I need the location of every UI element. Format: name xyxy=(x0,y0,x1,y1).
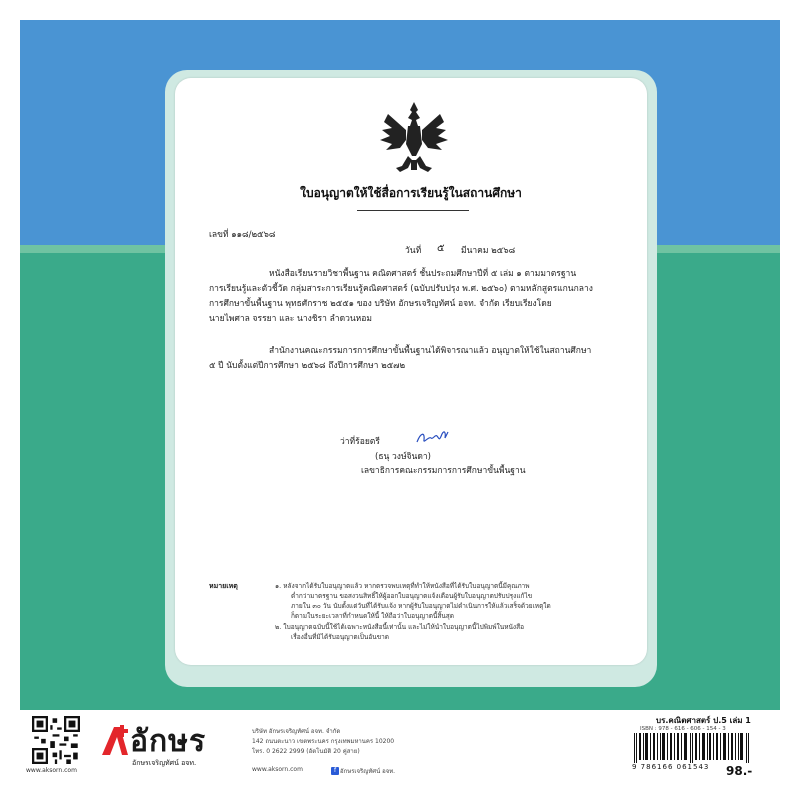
paragraph1-line3: การศึกษาขั้นพื้นฐาน พุทธศักราช ๒๕๕๑ ของ บริษัท อักษรเจริญทัศน์ อจท. จำกัด เรียบเรียงโดย xyxy=(209,299,552,309)
isbn-number: 9 786166 061543 xyxy=(632,763,710,771)
date-label: วันที่ xyxy=(405,246,422,256)
signer-name: (ธนุ วงษ์จินดา) xyxy=(375,452,431,462)
qr-code-icon xyxy=(32,716,80,764)
date-month-year: มีนาคม ๒๕๖๘ xyxy=(461,246,516,256)
paragraph1-line1: หนังสือเรียนรายวิชาพื้นฐาน คณิตศาสตร์ ชั้นประถมศึกษาปีที่ ๕ เล่ม ๑ ตามมาตรฐาน xyxy=(269,269,577,279)
paragraph2-line2: ๕ ปี นับตั้งแต่ปีการศึกษา ๒๕๖๘ ถึงปีการศึกษา ๒๕๗๒ xyxy=(209,361,406,371)
signer-prefix: ว่าที่ร้อยตรี xyxy=(340,437,380,447)
paragraph1-line2: การเรียนรู้และตัวชี้วัด กลุ่มสาระการเรียนรู้คณิตศาสตร์ (ฉบับปรับปรุง พ.ศ. ๒๕๖๐) ตามหลักสูตรแกนกลาง xyxy=(209,284,593,294)
cover-footer xyxy=(20,710,780,780)
book-cover xyxy=(20,20,780,780)
facebook-page: อักษรเจริญทัศน์ อจท. xyxy=(340,768,396,775)
note-line: ก็ตามในระยะเวลาที่กำหนดให้นี้ ให้ถือว่าใบอนุญาตนี้สิ้นสุด xyxy=(291,612,454,620)
paragraph2-line1: สำนักงานคณะกรรมการการศึกษาขั้นพื้นฐานได้พิจารณาแล้ว อนุญาตให้ใช้ในสถานศึกษา xyxy=(269,346,592,356)
note-line: ๑. หลังจากได้รับใบอนุญาตแล้ว หากตรวจพบเหตุที่ทำให้หนังสือที่ได้รับใบอนุญาตนี้มีคุณภาพ xyxy=(275,582,530,590)
barcode xyxy=(632,733,754,763)
signer-position: เลขาธิการคณะกรรมการการศึกษาขั้นพื้นฐาน xyxy=(361,466,526,476)
isbn-label: ISBN : 978 - 616 - 606 - 154 - 3 xyxy=(640,726,726,732)
note-line: ภายใน ๓๐ วัน นับตั้งแต่วันที่ได้รับแจ้ง หากผู้รับใบอนุญาตไม่ดำเนินการให้แล้วเสร็จด้วยเหตุใด xyxy=(291,602,551,610)
note-line: ๒. ใบอนุญาตฉบับนี้ใช้ได้เฉพาะหนังสือนี้เท่านั้น และไม่ให้นำใบอนุญาตนี้ไปพิมพ์ในหนังสือ xyxy=(275,623,524,631)
book-title: บร.คณิตศาสตร์ ป.5 เล่ม 1 xyxy=(656,716,751,725)
publisher-name: บริษัท อักษรเจริญทัศน์ อจท. จำกัด xyxy=(252,728,341,735)
license-number: เลขที่ ๑๑๘/๒๕๖๘ xyxy=(209,230,276,240)
license-document xyxy=(175,78,647,665)
note-line: เรื่องอื่นที่มิได้รับอนุญาตเป็นอันขาด xyxy=(291,633,390,641)
publisher-phone: โทร. 0 2622 2999 (อัตโนมัติ 20 คู่สาย) xyxy=(252,748,360,755)
facebook-icon: f xyxy=(331,767,339,775)
aksorn-logo-icon xyxy=(98,723,132,757)
publisher-logo-subtitle: อักษรเจริญทัศน์ อจท. xyxy=(132,759,197,767)
date-day: ๕ xyxy=(437,243,445,254)
note-label: หมายเหตุ xyxy=(209,582,238,590)
website-small: www.aksorn.com xyxy=(26,767,77,774)
garuda-emblem-icon xyxy=(378,100,450,174)
document-title: ใบอนุญาตให้ใช้สื่อการเรียนรู้ในสถานศึกษา xyxy=(300,186,522,200)
price: 98.- xyxy=(726,764,753,778)
publisher-website: www.aksorn.com xyxy=(252,766,303,773)
publisher-address: 142 ถนนตะนาว เขตพระนคร กรุงเทพมหานคร 10200 xyxy=(252,738,395,745)
paragraph1-line4: นายไพศาล จรรยา และ นางชิรา ลำดวนหอม xyxy=(209,314,372,324)
title-underline xyxy=(357,210,469,211)
handwritten-signature xyxy=(415,428,451,446)
note-line: ต่ำกว่ามาตรฐาน ขอสงวนสิทธิ์ให้ผู้ออกใบอนุญาตแจ้งเตือนผู้รับใบอนุญาตปรับปรุงแก้ไข xyxy=(291,592,533,600)
publisher-logo-text: อักษร xyxy=(130,724,207,759)
